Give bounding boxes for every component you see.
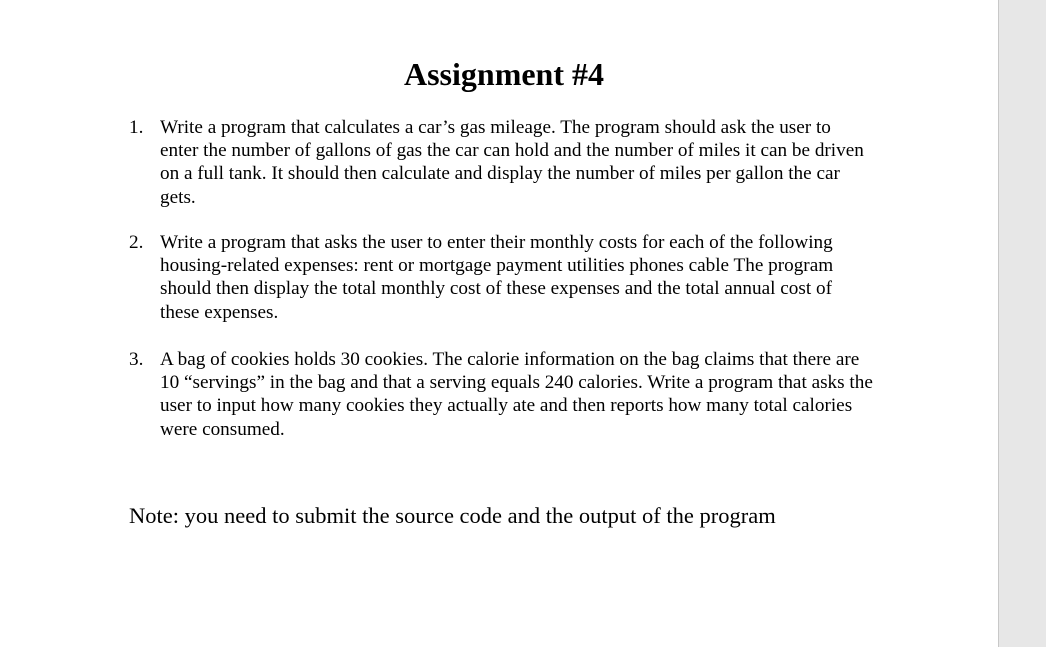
submission-note: Note: you need to submit the source code and the output of the program — [129, 503, 776, 528]
list-item-text: Write a program that calculates a car’s gas mileage. The program should ask the user to enter the number of gallons of gas the car can hold and the number of miles it can be driven on a full tank. It should then calculate and display the number of miles per gallon the car gets. — [160, 117, 864, 208]
scroll-gutter[interactable] — [999, 0, 1046, 647]
list-item-number: 1. — [129, 117, 144, 138]
list-item-number: 2. — [129, 232, 144, 253]
list-item-text: A bag of cookies holds 30 cookies. The calorie information on the bag claims that there are 10 “servings” in the bag and that a serving equals 240 calories. Write a program that asks the user to input how many cookies they actually ate and then reports how many total calories were consumed. — [160, 349, 873, 440]
list-item-text: Write a program that asks the user to enter their monthly costs for each of the following housing-related expenses: rent or mortgage payment utilities phones cable The program should then display the total monthly cost of these expenses and the total annual cost of these expenses. — [160, 232, 834, 323]
page-title: Assignment #4 — [403, 56, 604, 92]
list-item-number: 3. — [129, 349, 144, 370]
